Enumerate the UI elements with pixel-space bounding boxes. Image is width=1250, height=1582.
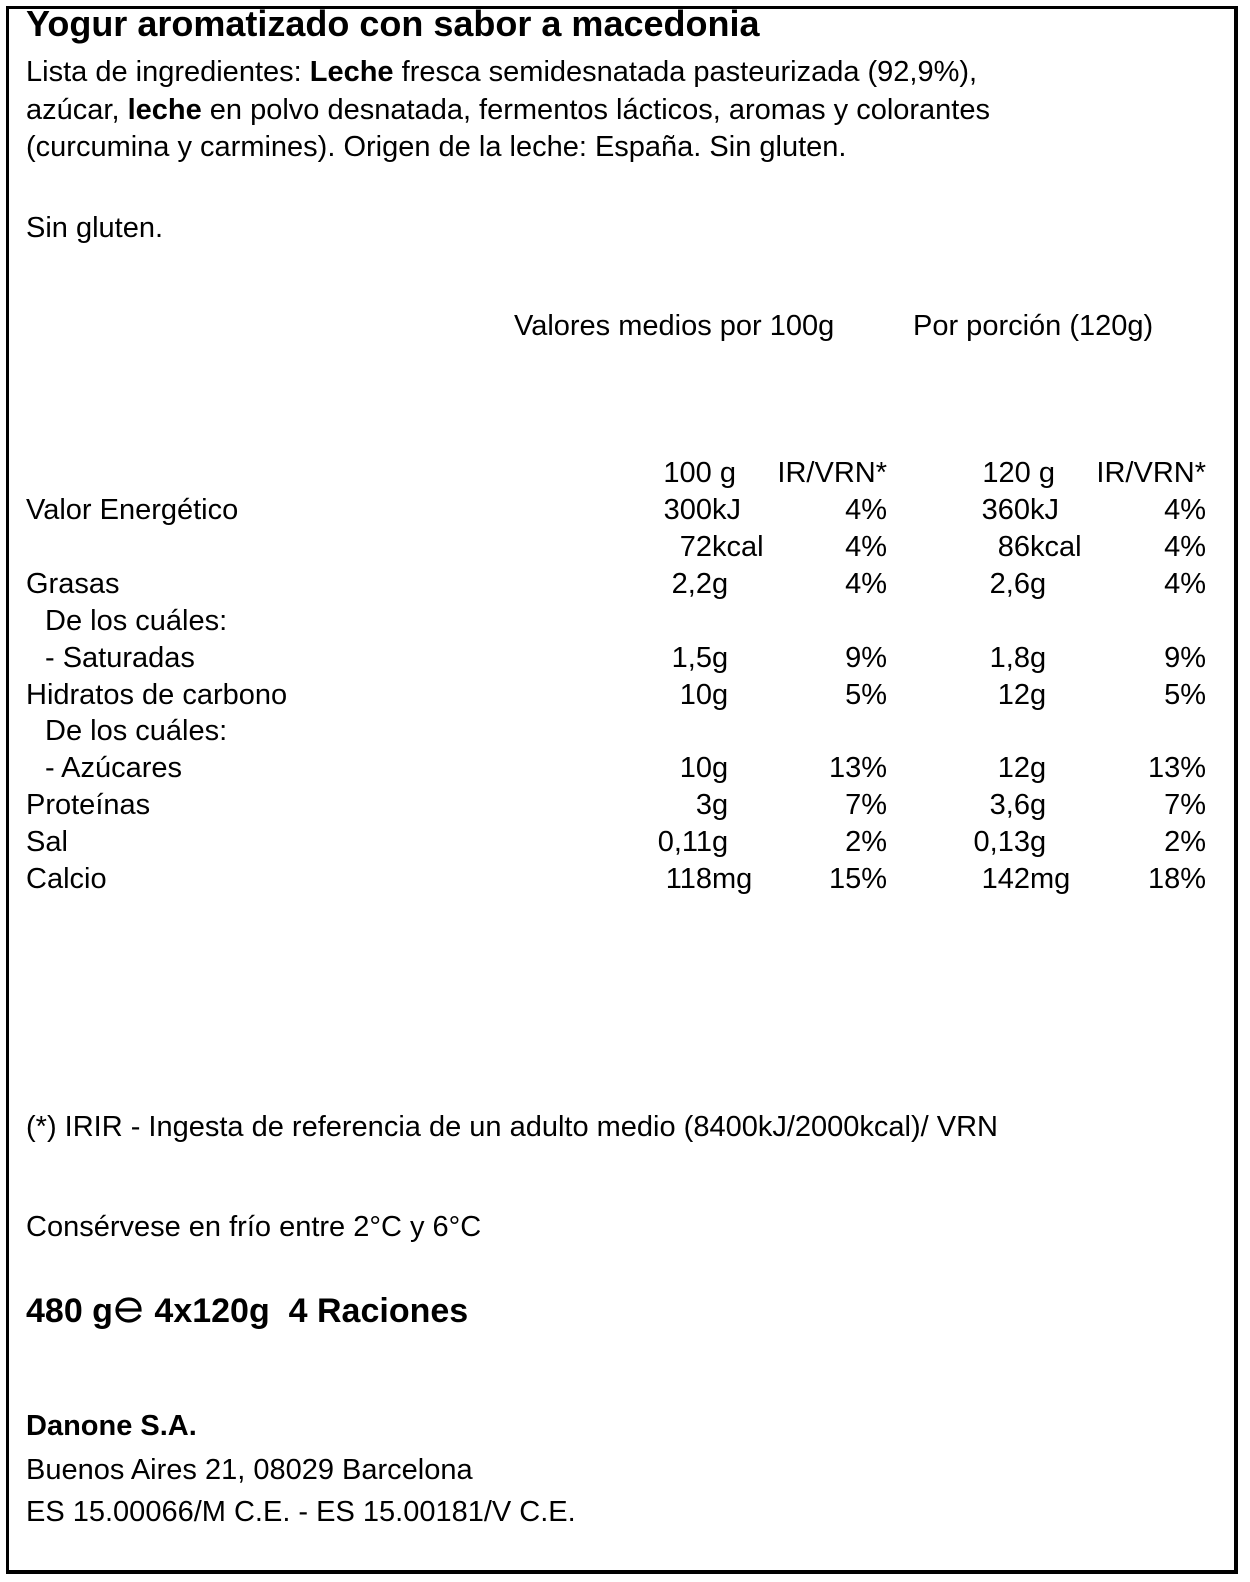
nutrient-label: Sal (26, 826, 68, 858)
nutrient-label: Proteínas (26, 789, 151, 821)
unit-100g: g (712, 826, 729, 858)
ir-percent-120g: 4% (1164, 494, 1206, 526)
company-name: Danone S.A. (26, 1410, 197, 1442)
value-120g: 12 (997, 752, 1030, 784)
value-120g: 2,6 (989, 568, 1030, 600)
col-header-120g: 120 g (982, 457, 1055, 489)
unit-100g: g (712, 568, 729, 600)
ir-percent-120g: 5% (1164, 679, 1206, 711)
pack-count: 4x120g (154, 1292, 270, 1330)
unit-120g: g (1030, 568, 1047, 600)
allergen-milk: leche (127, 93, 202, 126)
unit-100g: kcal (712, 531, 764, 563)
ingredients-line-2 (26, 92, 990, 130)
label-border (6, 6, 1238, 1574)
col-header-ir-1: IR/VRN* (777, 457, 887, 489)
ir-percent-100g: 5% (845, 679, 887, 711)
value-100g: 300 (663, 494, 712, 526)
value-100g: 0,11 (657, 826, 712, 858)
value-120g: 360 (981, 494, 1030, 526)
value-100g: 1,5 (671, 642, 712, 674)
ir-percent-100g: 4% (845, 568, 887, 600)
servings: 4 Raciones (288, 1292, 469, 1330)
nutrient-label: Calcio (26, 863, 107, 895)
value-120g: 1,8 (989, 642, 1030, 674)
ir-percent-120g: 18% (1147, 863, 1206, 895)
ir-percent-120g: 4% (1164, 568, 1206, 600)
value-100g: 72 (679, 531, 712, 563)
unit-120g: g (1030, 752, 1047, 784)
unit-120g: g (1030, 679, 1047, 711)
ingredients-text: en polvo desnatada, fermentos lácticos, aromas y colorantes (201, 93, 990, 126)
nutrient-label: Hidratos de carbono (26, 679, 288, 711)
net-weight (26, 1290, 468, 1332)
estimated-e-icon (113, 1295, 145, 1325)
ir-percent-100g: 15% (828, 863, 887, 895)
ingredients-text: fresca semidesnatada pasteurizada (92,9%), (393, 56, 978, 88)
ir-percent-120g: 4% (1164, 531, 1206, 563)
header-per-100g: Valores medios por 100g (514, 310, 835, 342)
unit-120g: mg (1030, 863, 1071, 895)
company-address: Buenos Aires 21, 08029 Barcelona (26, 1454, 473, 1486)
unit-120g: g (1030, 642, 1047, 674)
ingredients-line-1 (26, 54, 990, 92)
unit-120g: g (1030, 789, 1047, 821)
storage-instructions: Consérvese en frío entre 2°C y 6°C (26, 1211, 482, 1243)
ir-percent-100g: 2% (845, 826, 887, 858)
nutrient-label: De los cuáles: (45, 605, 228, 637)
allergen-milk: Leche (309, 56, 394, 88)
nutrient-label: De los cuáles: (45, 715, 228, 747)
footnote: (*) IRIR - Ingesta de referencia de un adulto medio (8400kJ/2000kcal)/ VRN (26, 1111, 998, 1143)
col-header-100g: 100 g (663, 457, 736, 489)
nutrient-label: Valor Energético (26, 494, 239, 526)
value-100g: 10 (679, 752, 712, 784)
unit-120g: kJ (1030, 494, 1059, 526)
ingredients-line-3: (curcumina y carmines). Origen de la leche: España. Sin gluten. (26, 131, 847, 163)
unit-100g: g (712, 789, 729, 821)
gluten-note: Sin gluten. (26, 212, 164, 244)
nutrient-label: Grasas (26, 568, 120, 600)
value-120g: 142 (981, 863, 1030, 895)
ingredients-text: azúcar, (26, 93, 128, 126)
ir-percent-100g: 13% (828, 752, 887, 784)
unit-100g: mg (712, 863, 753, 895)
ir-percent-100g: 9% (845, 642, 887, 674)
ir-percent-100g: 4% (845, 494, 887, 526)
value-120g: 3,6 (989, 789, 1030, 821)
ir-percent-120g: 13% (1147, 752, 1206, 784)
net-weight-value: 480 g (26, 1292, 113, 1330)
unit-100g: g (712, 752, 729, 784)
ir-percent-120g: 9% (1164, 642, 1206, 674)
value-120g: 86 (997, 531, 1030, 563)
ir-percent-100g: 7% (845, 789, 887, 821)
value-100g: 2,2 (671, 568, 712, 600)
header-per-portion: Por porción (120g) (913, 310, 1154, 342)
ir-percent-120g: 7% (1164, 789, 1206, 821)
unit-100g: kJ (712, 494, 741, 526)
value-100g: 3 (695, 789, 712, 821)
unit-120g: kcal (1030, 531, 1082, 563)
ir-percent-120g: 2% (1164, 826, 1206, 858)
product-title: Yogur aromatizado con sabor a macedonia (26, 3, 760, 44)
value-100g: 10 (679, 679, 712, 711)
ir-percent-100g: 4% (845, 531, 887, 563)
value-120g: 12 (997, 679, 1030, 711)
unit-120g: g (1030, 826, 1047, 858)
sanitary-registry: ES 15.00066/M C.E. - ES 15.00181/V C.E. (26, 1496, 576, 1528)
value-120g: 0,13 (973, 826, 1030, 858)
nutrient-label: - Azúcares (45, 752, 182, 784)
ingredients-list (26, 54, 990, 167)
ingredients-prefix: Lista de ingredientes: (26, 56, 310, 88)
col-header-ir-2: IR/VRN* (1096, 457, 1206, 489)
unit-100g: g (712, 679, 729, 711)
value-100g: 118 (665, 863, 712, 895)
unit-100g: g (712, 642, 729, 674)
nutrient-label: - Saturadas (45, 642, 195, 674)
